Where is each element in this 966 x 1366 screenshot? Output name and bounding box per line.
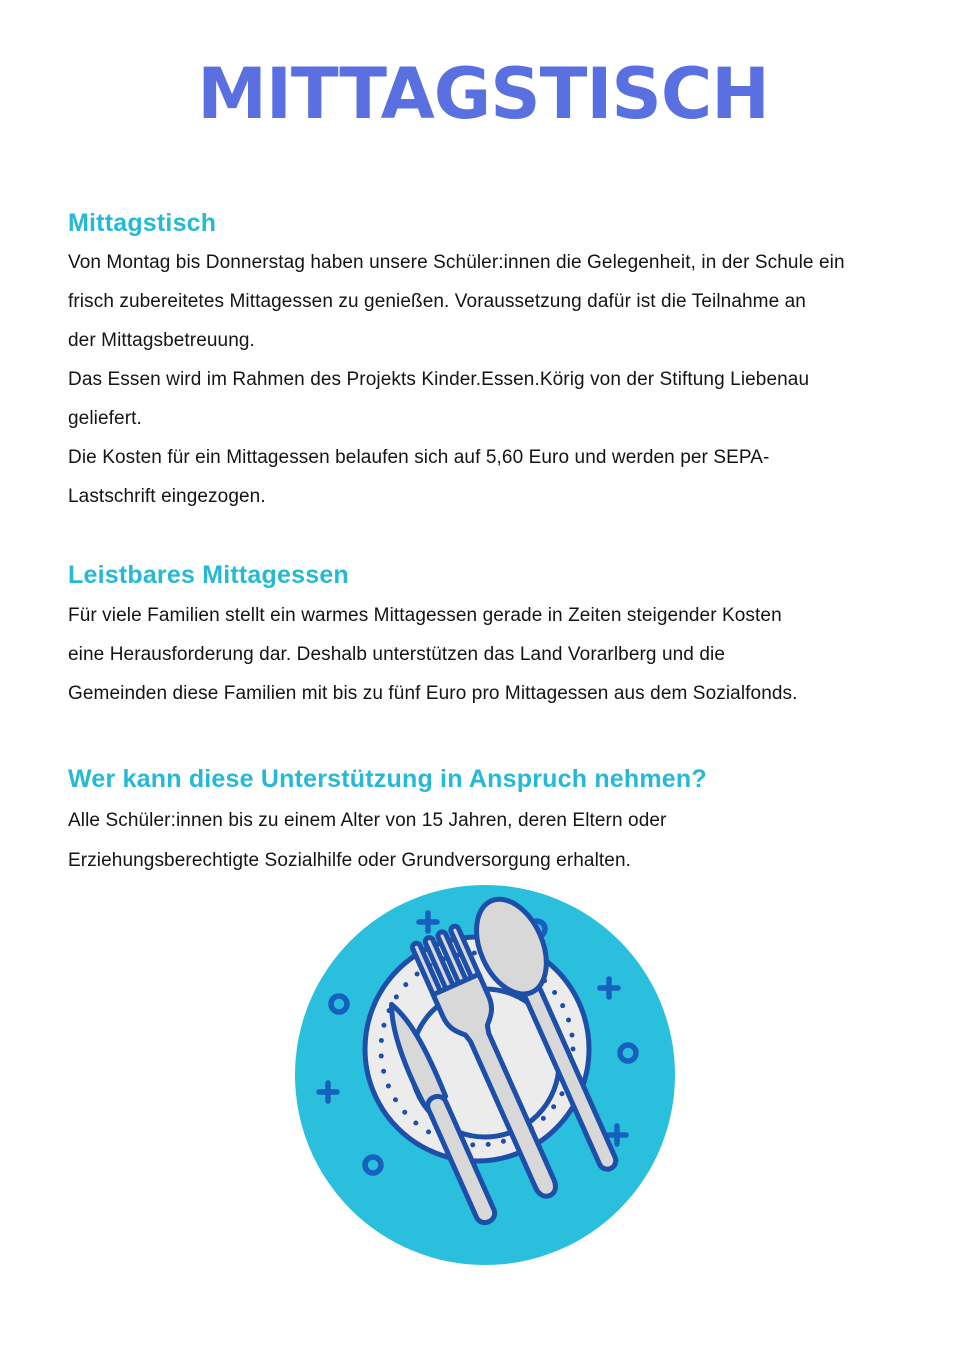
- section-body-leistbares-mittagessen: Für viele Familien stellt ein warmes Mittagessen gerade in Zeiten steigender Kosten eine Herausforderung dar. Deshalb unterstützen das Land Vorarlberg und die Gemeinden diese Familien mit bis zu fünf Euro pro Mittagessen aus dem Sozialfonds.: [68, 605, 798, 704]
- section-body-wer-kann: Alle Schüler:innen bis zu einem Alter von 15 Jahren, deren Eltern oder Erziehungsberechtigte Sozialhilfe oder Grundversorgung erhalten.: [68, 810, 667, 871]
- plate-cutlery-illustration: [295, 885, 675, 1265]
- section-heading-leistbares-mittagessen: Leistbares Mittagessen: [68, 561, 349, 589]
- section-body-mittagstisch: Von Montag bis Donnerstag haben unsere Schüler:innen die Gelegenheit, in der Schule ein frisch zubereitetes Mittagessen zu genießen. Voraussetzung dafür ist die Teilnahme an der Mittagsbetreuung. Das Essen wird im Rahmen des Projekts Kinder.Essen.Körig von der Stiftung Liebenau geliefert. Die Kosten für ein Mittagessen belaufen sich auf 5,60 Euro und werden per SEPA- Lastschrift eingezogen.: [68, 252, 845, 507]
- page-title: MITTAGSTISCH: [197, 53, 769, 135]
- section-heading-wer-kann: Wer kann diese Unterstützung in Anspruch nehmen?: [68, 765, 707, 793]
- section-heading-mittagstisch: Mittagstisch: [68, 209, 217, 237]
